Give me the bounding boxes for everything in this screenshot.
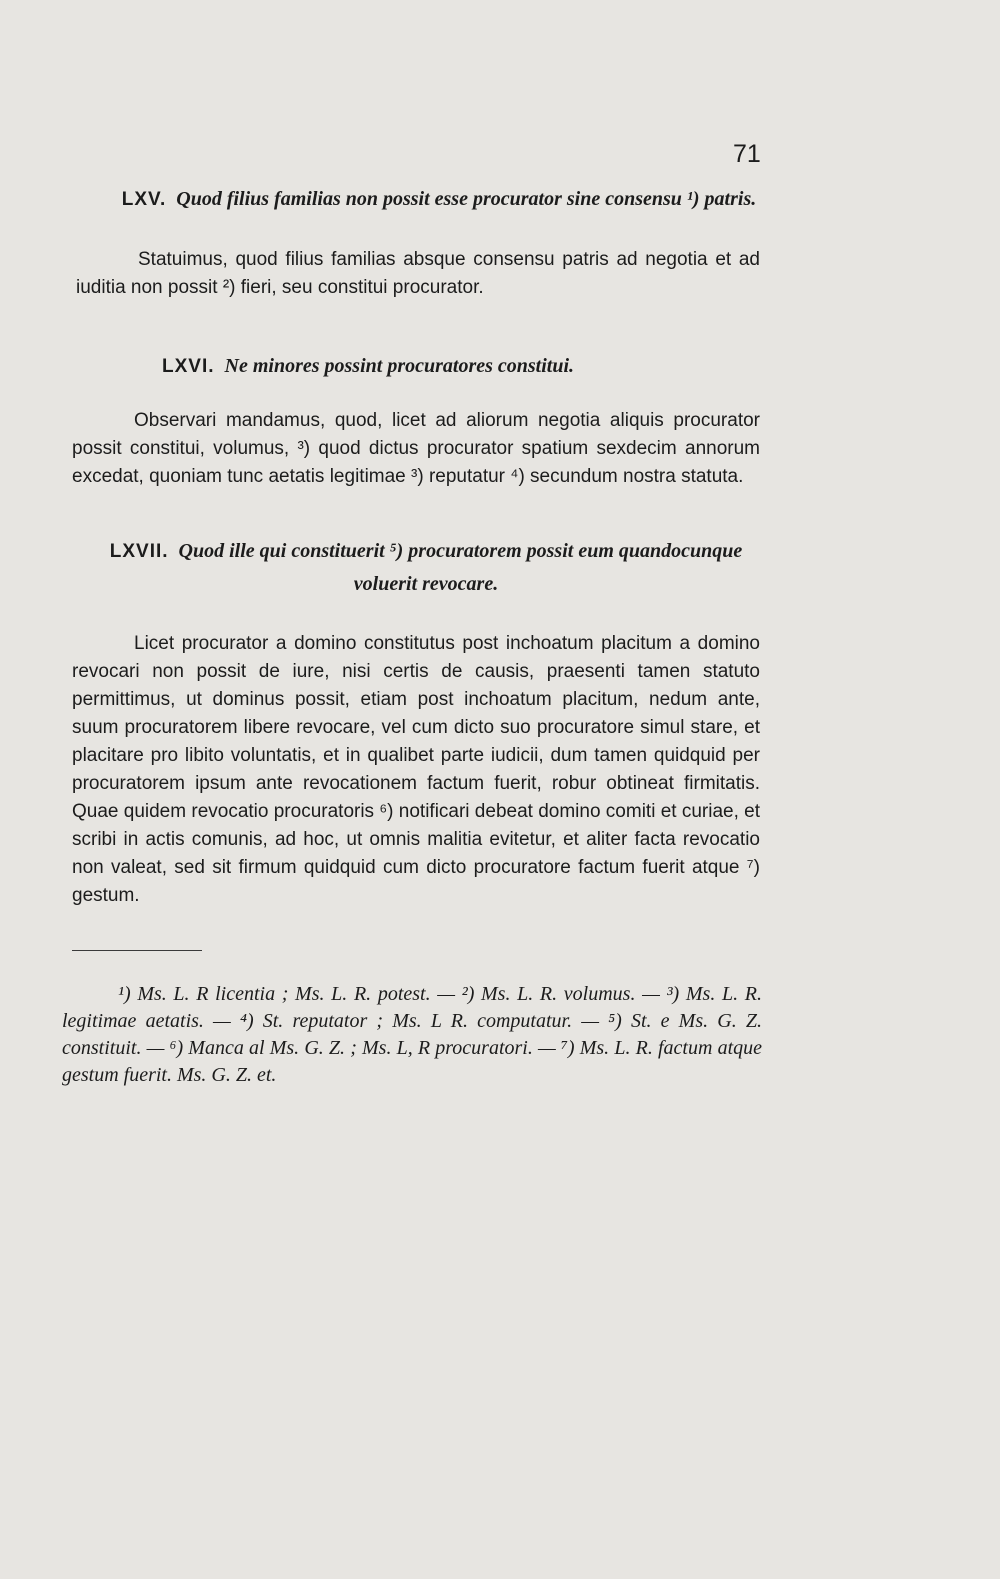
section-body-lxvii: Licet procurator a domino constitutus post inchoatum placitum a domino revocari non possit de iure, nisi certis de causis, praesenti tamen statuto permittimus, ut dominus possit, etiam post inchoatum placitum, nedum ante, suum procuratorem libere revocare, vel cum dicto suo procuratore simul stare, et placitare pro libito voluntatis, et in qualibet parte iudicii, dum tamen quidquid per procuratorem ipsum ante revocationem factum fuerit, robur obtineat firmitatis. Quae quidem revocatio procuratoris ⁶) notificari debeat domino comiti et curiae, et scribi in actis comunis, ad hoc, ut omnis malitia evitetur, et aliter facta revocatio non valeat, sed sit firmum quidquid cum dicto procuratore factum fuerit atque ⁷) gestum. [72, 633, 760, 906]
section-numeral: LXVII. [109, 541, 169, 562]
section-title: Quod filius familias non possit esse procurator sine consensu ¹) patris. [176, 188, 757, 210]
page-content [62, 183, 762, 1089]
page-number: 71 [733, 140, 761, 168]
section-body-lxv: Statuimus, quod filius familias absque consensu patris ad negotia et ad iuditia non possit ²) fieri, seu constitui procurator. [76, 249, 760, 298]
section-title: Quod ille qui constituerit ⁵) procuratorem possit eum quandocunque voluerit revocare. [178, 540, 743, 595]
footnote-divider [72, 950, 202, 951]
section-heading-lxvi [72, 350, 760, 383]
footnotes: ¹) Ms. L. R licentia ; Ms. L. R. potest. — ²) Ms. L. R. volumus. — ³) Ms. L. R. legitimae aetatis. — ⁴) St. reputator ; Ms. L R. computatur. — ⁵) St. e Ms. G. Z. constituit. — ⁶) Manca al Ms. G. Z. ; Ms. L, R procuratori. — ⁷) Ms. L. R. factum atque gestum fuerit. Ms. G. Z. et. [62, 983, 762, 1086]
section-heading-lxvii [72, 535, 760, 600]
section-body-lxvi: Observari mandamus, quod, licet ad aliorum negotia aliquis procurator possit constitui, volumus, ³) quod dictus procurator spatium sexdecim annorum excedat, quoniam tunc aetatis legitimae ³) reputatur ⁴) secundum nostra statuta. [72, 410, 760, 487]
section-numeral: LXVI. [162, 356, 215, 377]
section-heading-lxv [72, 183, 760, 216]
section-title: Ne minores possint procuratores constitui. [224, 355, 575, 377]
section-numeral: LXV. [121, 189, 167, 210]
